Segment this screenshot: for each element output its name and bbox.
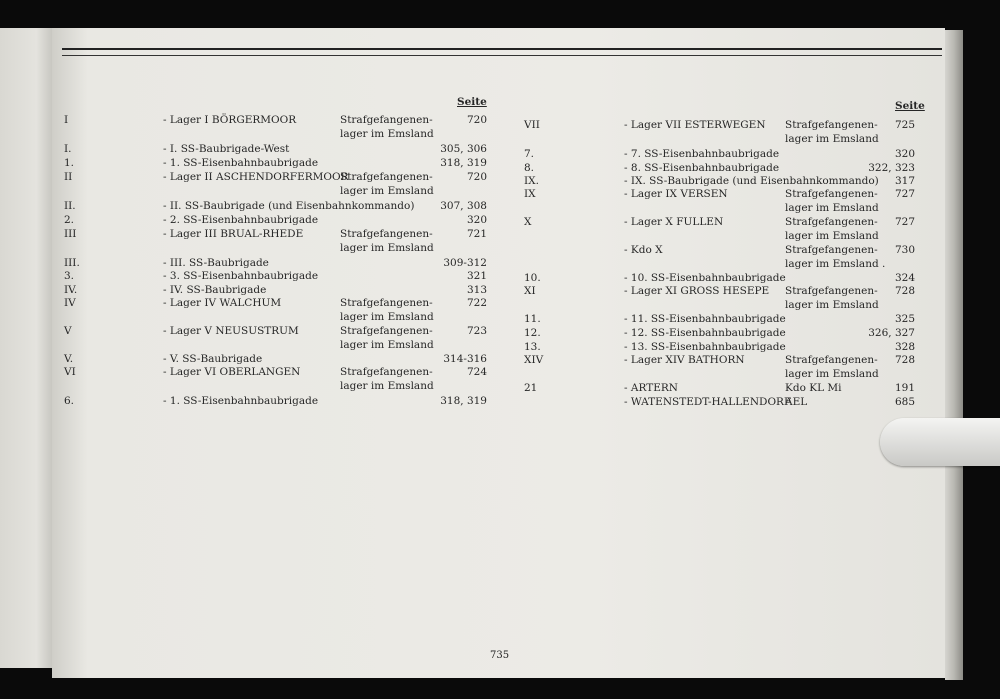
index-page: 314-316 — [443, 353, 487, 365]
index-code: II. — [64, 200, 76, 212]
index-type: Strafgefangenen- — [340, 228, 433, 240]
index-code: 3. — [64, 270, 75, 282]
index-name: - Lager II ASCHENDORFERMOOR — [163, 171, 349, 183]
index-page: 322, 323 — [868, 162, 915, 174]
index-page: 307, 308 — [440, 200, 487, 212]
right-seite-header: Seite — [895, 100, 925, 112]
index-name: - II. SS-Baubrigade (und Eisenbahnkommando) — [163, 200, 415, 212]
index-name: - 8. SS-Eisenbahnbaubrigade — [624, 162, 780, 174]
index-code: 21 — [524, 382, 538, 394]
index-name: - 10. SS-Eisenbahnbaubrigade — [624, 272, 786, 284]
index-page: 728 — [894, 354, 915, 366]
index-page: 725 — [894, 119, 915, 131]
index-type: lager im Emsland — [785, 133, 879, 145]
index-name: - Lager IV WALCHUM — [163, 297, 282, 309]
index-page: 318, 319 — [440, 157, 487, 169]
header-rule — [62, 48, 942, 50]
index-page: 324 — [894, 272, 915, 284]
index-page: 727 — [894, 216, 915, 228]
index-page: 320 — [894, 148, 915, 160]
index-code: 2. — [64, 214, 75, 226]
index-name: - 1. SS-Eisenbahnbaubrigade — [163, 395, 319, 407]
index-code: VI — [64, 366, 76, 378]
index-code: XI — [524, 285, 536, 297]
index-type: lager im Emsland — [340, 242, 434, 254]
index-name: - Lager VII ESTERWEGEN — [624, 119, 766, 131]
page-edge-stack — [945, 30, 963, 680]
index-page: 326, 327 — [868, 327, 915, 339]
index-page: 191 — [894, 382, 915, 394]
index-name: - V. SS-Baubrigade — [163, 353, 263, 365]
index-name: - Lager I BÖRGERMOOR — [163, 114, 297, 126]
index-type: AEL — [785, 396, 808, 408]
index-code: 1. — [64, 157, 75, 169]
index-type: lager im Emsland — [340, 311, 434, 323]
index-code: 6. — [64, 395, 75, 407]
index-type: lager im Emsland — [785, 202, 879, 214]
index-name: - WATENSTEDT-HALLENDORF — [624, 396, 792, 408]
index-name: - III. SS-Baubrigade — [163, 257, 269, 269]
index-code: 13. — [524, 341, 541, 353]
index-page: 720 — [466, 114, 487, 126]
index-type: Strafgefangenen- — [785, 216, 878, 228]
index-page: 325 — [894, 313, 915, 325]
index-code: III — [64, 228, 77, 240]
index-code: IX — [524, 188, 536, 200]
index-page: 685 — [894, 396, 915, 408]
index-type: lager im Emsland — [785, 230, 879, 242]
index-page: 318, 319 — [440, 395, 487, 407]
left-seite-header: Seite — [457, 96, 487, 108]
index-name: - 13. SS-Eisenbahnbaubrigade — [624, 341, 786, 353]
index-page: 305, 306 — [440, 143, 487, 155]
index-code: V. — [64, 353, 74, 365]
index-type: Strafgefangenen- — [340, 171, 433, 183]
index-code: IX. — [524, 175, 539, 187]
index-name: - 2. SS-Eisenbahnbaubrigade — [163, 214, 319, 226]
index-page: 720 — [466, 171, 487, 183]
index-page: 313 — [466, 284, 487, 296]
index-type: Strafgefangenen- — [340, 325, 433, 337]
index-code: XIV — [524, 354, 544, 366]
index-code: II — [64, 171, 73, 183]
index-type: lager im Emsland — [340, 185, 434, 197]
facing-left-page — [0, 28, 52, 668]
index-type: Strafgefangenen- — [785, 119, 878, 131]
index-name: - Lager V NEUSUSTRUM — [163, 325, 299, 337]
header-rule-thin — [62, 55, 942, 56]
index-type: Strafgefangenen- — [340, 114, 433, 126]
index-page: 728 — [894, 285, 915, 297]
index-type: Strafgefangenen- — [785, 188, 878, 200]
index-page: 721 — [466, 228, 487, 240]
index-type: lager im Emsland — [340, 380, 434, 392]
page-number: 735 — [490, 650, 510, 661]
index-page: 730 — [894, 244, 915, 256]
index-code: III. — [64, 257, 80, 269]
index-code: 8. — [524, 162, 535, 174]
index-code: IV — [64, 297, 76, 309]
index-name: - Lager III BRUAL-RHEDE — [163, 228, 304, 240]
index-type: Strafgefangenen- — [340, 366, 433, 378]
index-code: VII — [524, 119, 540, 131]
index-name: - 1. SS-Eisenbahnbaubrigade — [163, 157, 319, 169]
index-page: 723 — [466, 325, 487, 337]
index-name: - Lager XI GROSS HESEPE — [624, 285, 770, 297]
index-page: 320 — [466, 214, 487, 226]
index-name: - 7. SS-Eisenbahnbaubrigade — [624, 148, 780, 160]
index-page: 317 — [894, 175, 915, 187]
index-code: 10. — [524, 272, 541, 284]
index-name: - Lager VI OBERLANGEN — [163, 366, 301, 378]
index-code: IV. — [64, 284, 78, 296]
index-name: - Lager IX VERSEN — [624, 188, 728, 200]
index-page: 321 — [466, 270, 487, 282]
index-type: Strafgefangenen- — [340, 297, 433, 309]
index-code: 7. — [524, 148, 535, 160]
index-code: X — [524, 216, 532, 228]
index-name: - 3. SS-Eisenbahnbaubrigade — [163, 270, 319, 282]
index-name: - Kdo X — [624, 244, 663, 256]
index-name: - 11. SS-Eisenbahnbaubrigade — [624, 313, 786, 325]
index-name: - IX. SS-Baubrigade (und Eisenbahnkommando) — [624, 175, 879, 187]
index-type: lager im Emsland — [785, 368, 879, 380]
index-code: 12. — [524, 327, 541, 339]
index-type: Kdo KL Mi — [785, 382, 842, 394]
index-code: 11. — [524, 313, 541, 325]
index-page: 309-312 — [443, 257, 487, 269]
index-code: I. — [64, 143, 72, 155]
index-name: - 12. SS-Eisenbahnbaubrigade — [624, 327, 786, 339]
index-type: lager im Emsland — [340, 128, 434, 140]
index-name: - Lager XIV BATHORN — [624, 354, 745, 366]
index-page: 724 — [466, 366, 487, 378]
index-code: V — [64, 325, 72, 337]
index-page: 727 — [894, 188, 915, 200]
index-name: - ARTERN — [624, 382, 678, 394]
index-type: lager im Emsland . — [785, 258, 886, 270]
index-type: Strafgefangenen- — [785, 244, 878, 256]
index-type: lager im Emsland — [340, 339, 434, 351]
index-type: Strafgefangenen- — [785, 285, 878, 297]
index-name: - IV. SS-Baubrigade — [163, 284, 267, 296]
bookmark-tab — [880, 418, 1000, 466]
index-page: 722 — [466, 297, 487, 309]
index-name: - Lager X FULLEN — [624, 216, 724, 228]
index-name: - I. SS-Baubrigade-West — [163, 143, 290, 155]
index-code: I — [64, 114, 69, 126]
index-type: Strafgefangenen- — [785, 354, 878, 366]
index-type: lager im Emsland — [785, 299, 879, 311]
index-page: 328 — [894, 341, 915, 353]
